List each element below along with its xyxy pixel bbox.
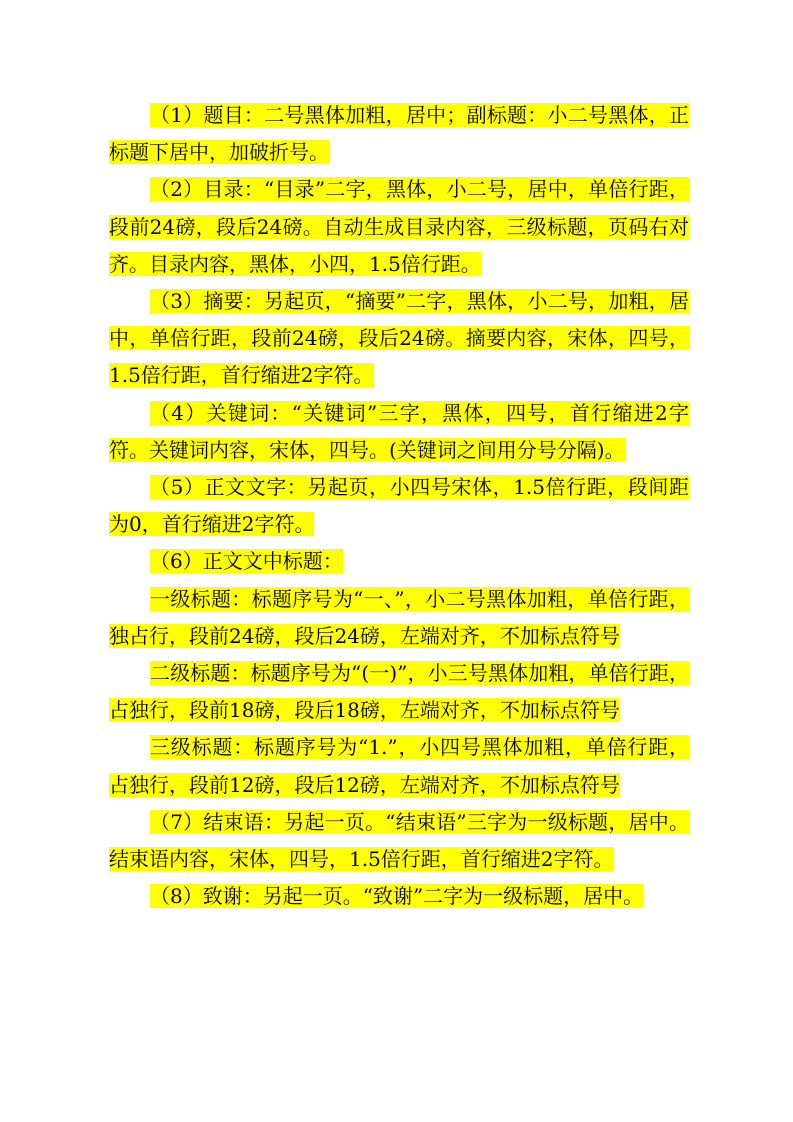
paragraph-abstract-format — [109, 283, 689, 395]
highlighted-text: 二级标题：标题序号为“(一)”，小三号黑体加粗，单倍行距，占独行，段前18磅，段后18磅，左端对齐，不加标点符号 — [109, 661, 689, 723]
highlighted-text: 三级标题：标题序号为“1.”，小四号黑体加粗，单倍行距，占独行，段前12磅，段后12磅，左端对齐，不加标点符号 — [109, 735, 689, 797]
paragraph-toc-format — [109, 171, 689, 283]
paragraph-level3-heading — [109, 729, 689, 803]
document-page — [109, 97, 689, 915]
highlighted-text: （3）摘要：另起页，“摘要”二字，黑体，小二号，加粗，居中，单倍行距，段前24磅，段后24磅。摘要内容，宋体，四号，1.5倍行距，首行缩进2字符。 — [109, 289, 689, 388]
paragraph-acknowledgement-format — [109, 878, 689, 915]
highlighted-text: （2）目录：“目录”二字，黑体，小二号，居中，单倍行距，段前24磅，段后24磅。自动生成目录内容，三级标题，页码右对齐。目录内容，黑体，小四，1.5倍行距。 — [109, 177, 689, 276]
highlighted-text: （5）正文文字：另起页，小四号宋体，1.5倍行距，段间距为0，首行缩进2字符。 — [109, 475, 689, 537]
paragraph-title-format — [109, 97, 689, 171]
highlighted-text: 一级标题：标题序号为“一、”，小二号黑体加粗，单倍行距，独占行，段前24磅，段后24磅，左端对齐，不加标点符号 — [109, 586, 689, 648]
paragraph-level2-heading — [109, 655, 689, 729]
paragraph-body-headings-intro — [109, 543, 689, 580]
paragraph-conclusion-format — [109, 804, 689, 878]
highlighted-text: （1）题目：二号黑体加粗，居中；副标题：小二号黑体，正标题下居中，加破折号。 — [109, 103, 689, 165]
paragraph-level1-heading — [109, 581, 689, 655]
highlighted-text: （4）关键词：“关键词”三字，黑体，四号，首行缩进2字符。关键词内容，宋体，四号。(关键词之间用分号分隔)。 — [109, 400, 689, 462]
highlighted-text: （6）正文文中标题： — [150, 549, 343, 574]
highlighted-text: （7）结束语：另起一页。“结束语”三字为一级标题，居中。结束语内容，宋体，四号，1.5倍行距，首行缩进2字符。 — [109, 809, 689, 872]
paragraph-body-text-format — [109, 469, 689, 543]
paragraph-keywords-format — [109, 395, 689, 469]
highlighted-text: （8）致谢：另起一页。“致谢”二字为一级标题，居中。 — [150, 884, 644, 909]
